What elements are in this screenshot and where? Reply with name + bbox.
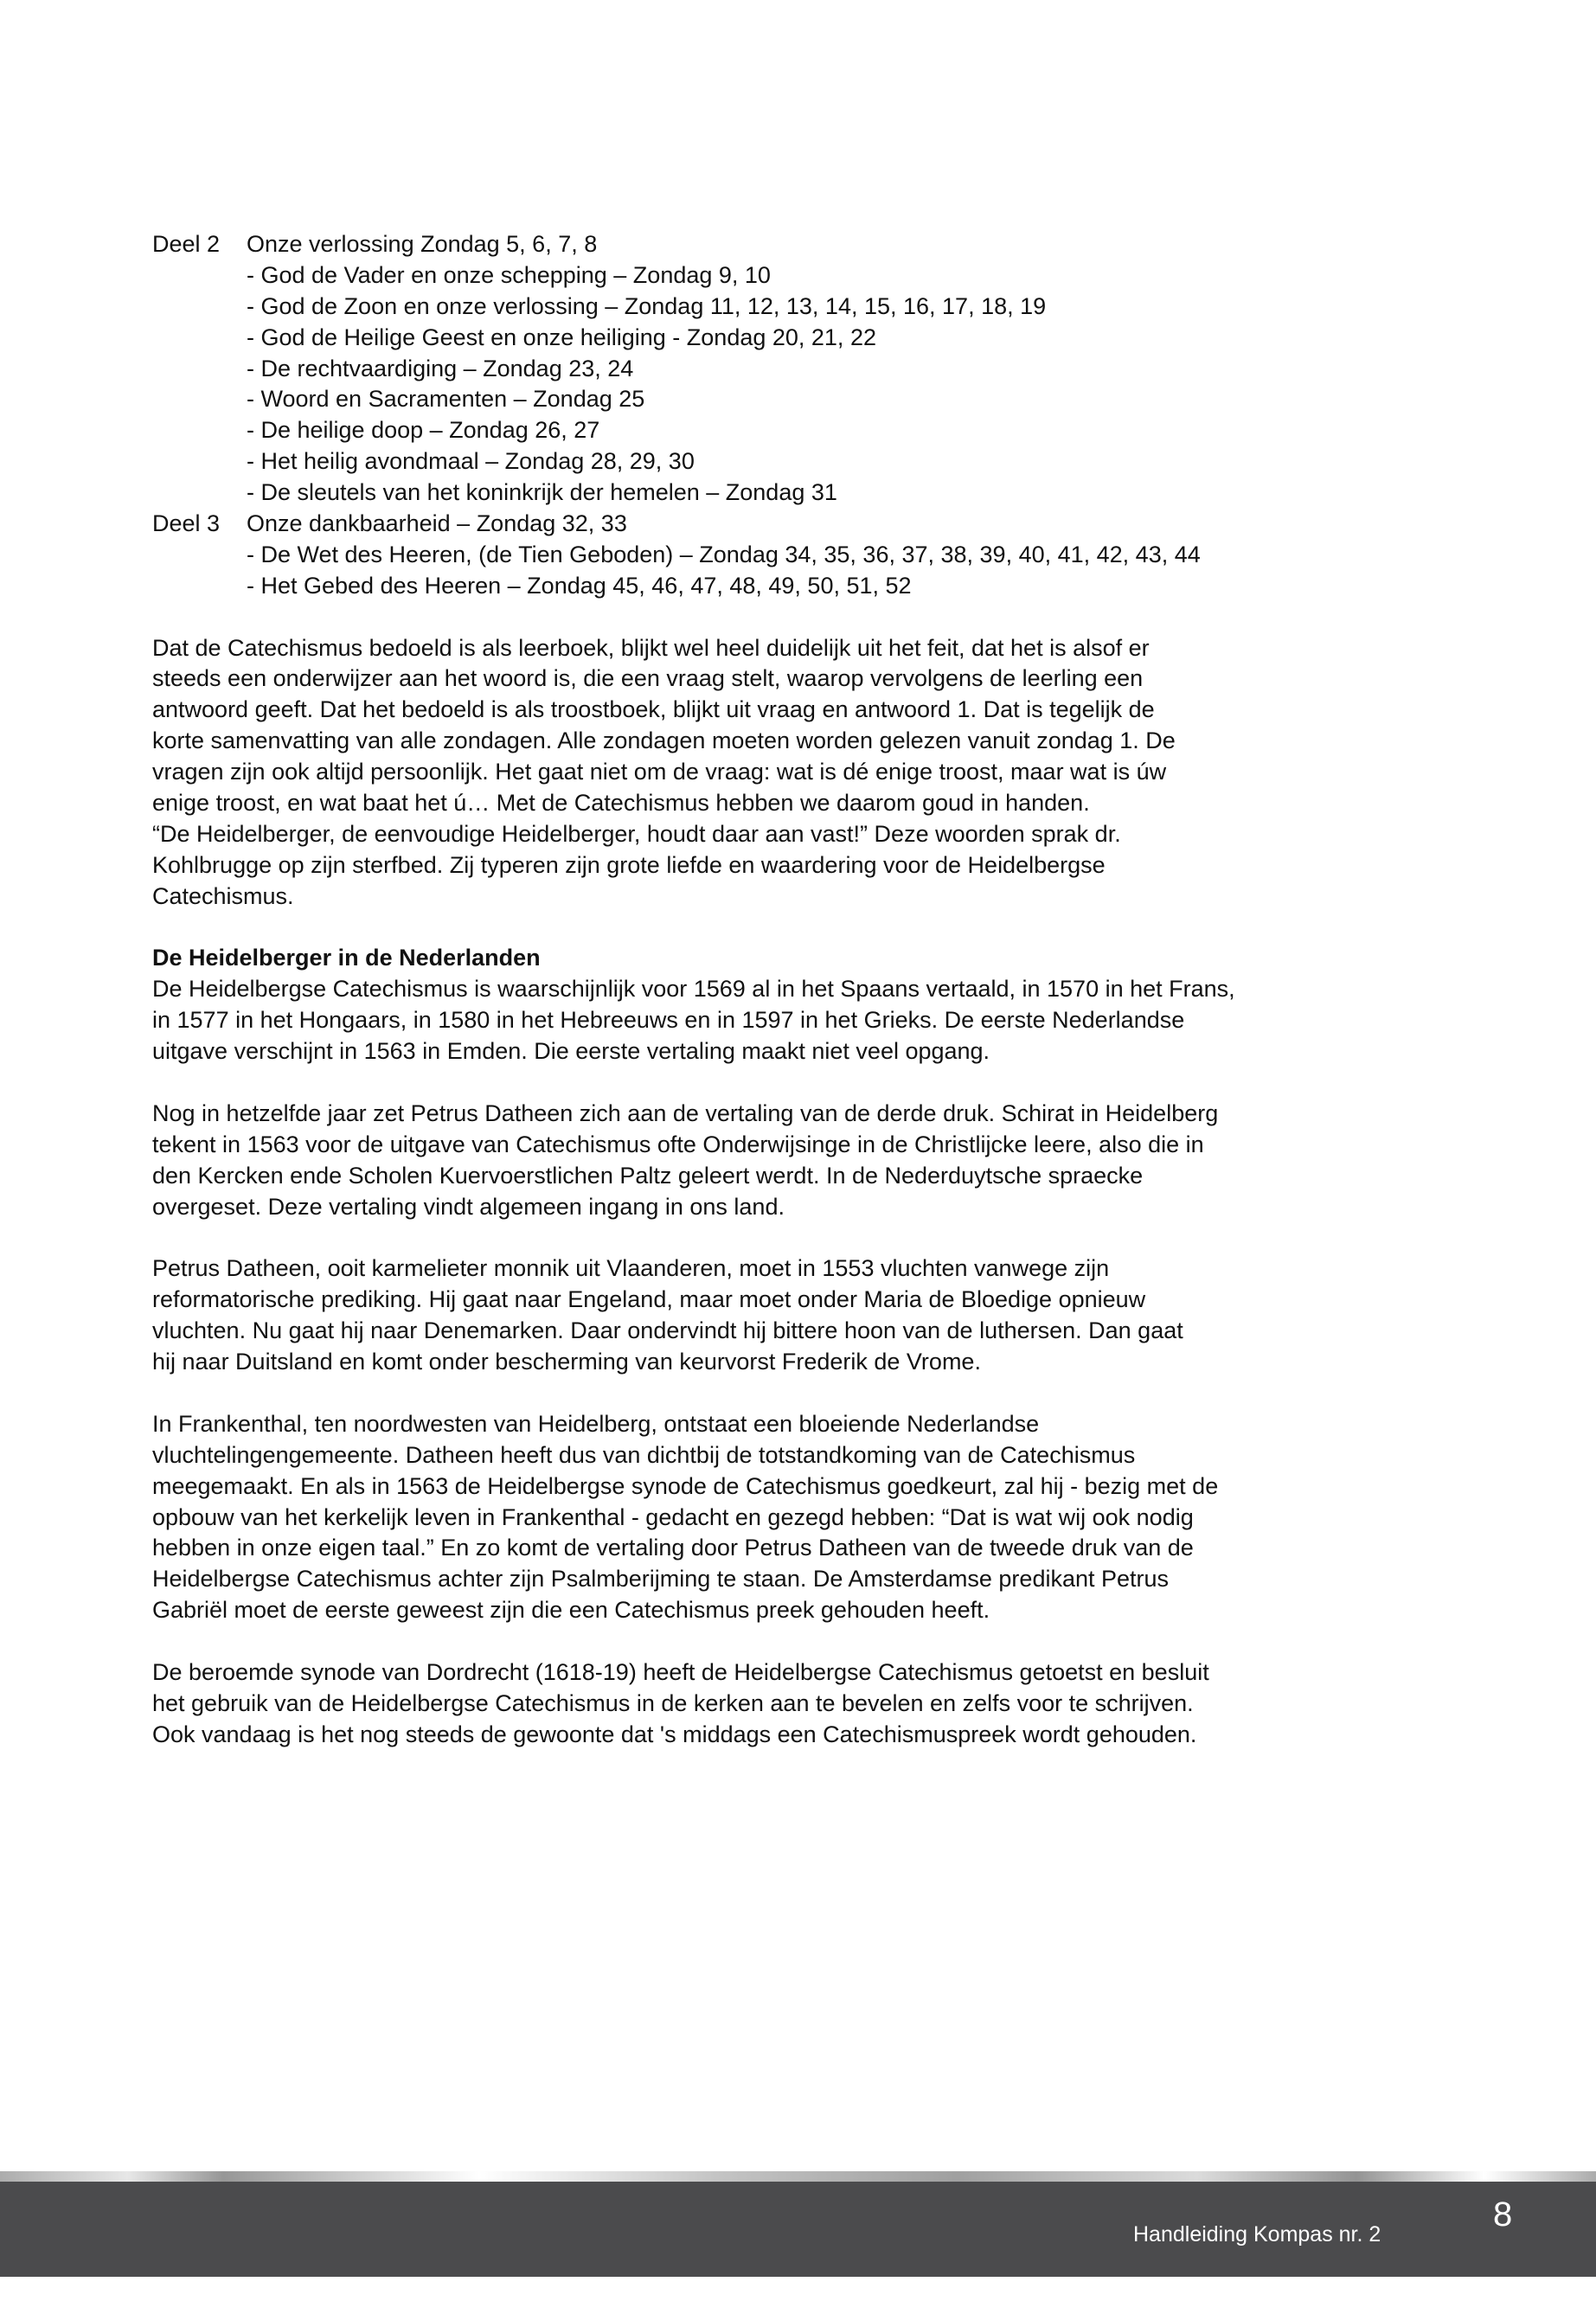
toc-item: - Woord en Sacramenten – Zondag 25 [247, 386, 645, 413]
text-line: De beroemde synode van Dordrecht (1618-19) heeft de Heidelbergse Catechismus getoetst en besluit [152, 1658, 1209, 1685]
toc-item: - God de Heilige Geest en onze heiliging - Zondag 20, 21, 22 [247, 324, 876, 350]
text-line: Catechismus. [152, 882, 294, 909]
toc-item: - Het heilig avondmaal – Zondag 28, 29, 30 [247, 448, 695, 475]
text-line: Kohlbrugge op zijn sterfbed. Zij typeren zijn grote liefde en waardering voor de Heidelbergse [152, 851, 1106, 878]
text-line: antwoord geeft. Dat het bedoeld is als troostboek, blijkt uit vraag en antwoord 1. Dat is tegelijk de [152, 696, 1155, 723]
text-line: meegemaakt. En als in 1563 de Heidelbergse synode de Catechismus goedkeurt, zal hij - bezig met de [152, 1472, 1219, 1499]
paragraph-datheen-leven [152, 1253, 1235, 1378]
text-line: Gabriël moet de eerste geweest zijn die een Catechismus preek gehouden heeft. [152, 1597, 990, 1624]
toc-deel-title: Onze dankbaarheid – Zondag 32, 33 [247, 510, 627, 537]
footer-title: Handleiding Kompas nr. 2 [1133, 2222, 1381, 2247]
text-line: hebben in onze eigen taal.” En zo komt de vertaling door Petrus Datheen van de tweede druk van de [152, 1535, 1194, 1561]
toc-deel-3 [152, 509, 1235, 540]
text-line: opbouw van het kerkelijk leven in Frankenthal - gedacht en gezegd hebben: “Dat is wat wij ook nodig [152, 1503, 1194, 1530]
toc-item: - De heilige doop – Zondag 26, 27 [247, 417, 600, 444]
text-line: hij naar Duitsland en komt onder bescherming van keurvorst Frederik de Vrome. [152, 1349, 981, 1375]
text-line: vluchtelingengemeente. Datheen heeft dus van dichtbij de totstandkoming van de Catechismus [152, 1441, 1136, 1468]
page-content [152, 229, 1235, 1751]
toc-deel-label: Deel 3 [152, 510, 221, 537]
text-line: Dat de Catechismus bedoeld is als leerboek, blijkt wel heel duidelijk uit het feit, dat het is alsof er [152, 634, 1150, 661]
toc-deel-2 [152, 229, 1235, 260]
page-number: 8 [1493, 2195, 1513, 2234]
text-line: enige troost, en wat baat het ú… Met de Catechismus hebben we daarom goud in handen. [152, 790, 1090, 817]
paragraph-datheen-vertaling [152, 1099, 1235, 1223]
paragraph-dordrecht [152, 1657, 1235, 1751]
paragraph-leerboek [152, 633, 1235, 913]
text-line: in 1577 in het Hongaars, in 1580 in het Hebreeuws en in 1597 in het Grieks. De eerste Nederlandse [152, 1007, 1185, 1034]
toc-item: - De rechtvaardiging – Zondag 23, 24 [247, 355, 634, 381]
text-line: den Kercken ende Scholen Kuervoerstlichen Paltz geleert werdt. In de Nederduytsche spraecke [152, 1162, 1144, 1189]
text-line: overgeset. Deze vertaling vindt algemeen ingang in ons land. [152, 1193, 785, 1220]
text-line: Heidelbergse Catechismus achter zijn Psalmberijming te staan. De Amsterdamse predikant Petrus [152, 1566, 1170, 1593]
text-line: tekent in 1563 voor de uitgave van Catechismus ofte Onderwijsinge in de Christlijcke leere, also die in [152, 1131, 1204, 1157]
paragraph-vertalingen [152, 974, 1235, 1067]
paragraph-frankenthal [152, 1409, 1235, 1626]
text-line: Nog in hetzelfde jaar zet Petrus Datheen zich aan de vertaling van de derde druk. Schirat in Heidelberg [152, 1099, 1219, 1126]
toc-deel-title: Onze verlossing Zondag 5, 6, 7, 8 [247, 231, 598, 257]
text-line: In Frankenthal, ten noordwesten van Heidelberg, ontstaat een bloeiende Nederlandse [152, 1410, 1040, 1437]
text-line: steeds een onderwijzer aan het woord is, die een vraag stelt, waarop vervolgens de leerling een [152, 665, 1144, 692]
section-heading: De Heidelberger in de Nederlanden [152, 945, 541, 971]
toc-item: - God de Zoon en onze verlossing – Zondag 11, 12, 13, 14, 15, 16, 17, 18, 19 [247, 292, 1047, 319]
toc-item: - Het Gebed des Heeren – Zondag 45, 46, 47, 48, 49, 50, 51, 52 [247, 572, 912, 599]
text-line: vragen zijn ook altijd persoonlijk. Het gaat niet om de vraag: wat is dé enige troost, maar wat is úw [152, 759, 1167, 785]
text-line: “De Heidelberger, de eenvoudige Heidelberger, houdt daar aan vast!” Deze woorden sprak dr. [152, 820, 1121, 847]
text-line: uitgave verschijnt in 1563 in Emden. Die eerste vertaling maakt niet veel opgang. [152, 1038, 990, 1065]
toc-deel-label: Deel 2 [152, 231, 221, 257]
text-line: korte samenvatting van alle zondagen. Alle zondagen moeten worden gelezen vanuit zondag 1. De [152, 727, 1176, 754]
text-line: De Heidelbergse Catechismus is waarschijnlijk voor 1569 al in het Spaans vertaald, in 1570 in het Frans, [152, 976, 1235, 1003]
text-line: het gebruik van de Heidelbergse Catechismus in de kerken aan te bevelen en zelfs voor te schrijven. [152, 1689, 1194, 1716]
text-line: vluchten. Nu gaat hij naar Denemarken. Daar ondervindt hij bittere hoon van de luthersen. Dan gaat [152, 1317, 1183, 1344]
toc-item: - De Wet des Heeren, (de Tien Geboden) – Zondag 34, 35, 36, 37, 38, 39, 40, 41, 42, 43, 44 [247, 541, 1201, 567]
text-line: reformatorische prediking. Hij gaat naar Engeland, maar moet onder Maria de Bloedige opnieuw [152, 1286, 1146, 1313]
text-line: Ook vandaag is het nog steeds de gewoonte dat 's middags een Catechismuspreek wordt gehouden. [152, 1721, 1197, 1747]
toc-item: - God de Vader en onze schepping – Zondag 9, 10 [247, 261, 771, 288]
text-line: Petrus Datheen, ooit karmelieter monnik uit Vlaanderen, moet in 1553 vluchten vanwege zijn [152, 1255, 1110, 1282]
toc-item: - De sleutels van het koninkrijk der hemelen – Zondag 31 [247, 479, 837, 506]
